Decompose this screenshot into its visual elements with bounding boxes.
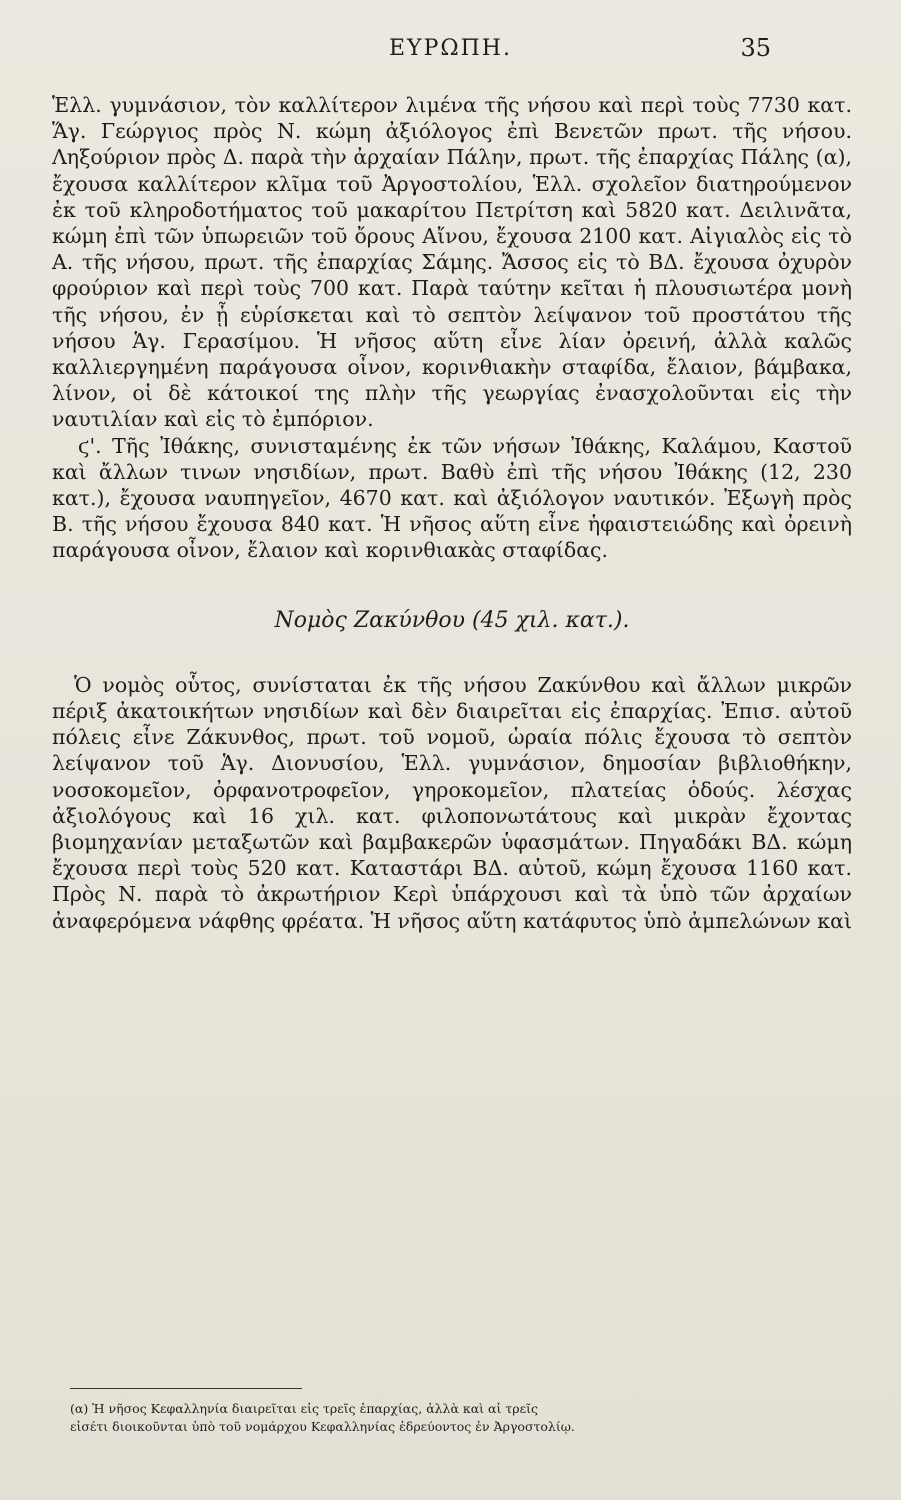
running-title: ΕΥΡΩΠΗ. [389, 36, 512, 61]
main-text [52, 92, 852, 934]
paragraph-ithaki-province: ϛ'. Τῆς Ἰθάκης, συνισταμένης ἐκ τῶν νήσων Ἰθάκης, Καλάμου, Καστοῦ καὶ ἄλλων τινων νησιδίων, πρωτ. Βαθὺ ἐπὶ τῆς νήσου Ἰθάκης (12, 230 κατ.), ἔχουσα ναυπηγεῖον, 4670 κατ. καὶ ἀξιόλογον ναυτικόν. Ἐξωγὴ πρὸς Β. τῆς νήσου ἔχουσα 840 κατ. Ἡ νῆσος αὕτη εἶνε ἡφαιστειώδης καὶ ὀρεινὴ παράγουσα οἶνον, ἔλαιον καὶ κορινθιακὰς σταφίδας. [52, 433, 852, 563]
page-number: 35 [740, 34, 771, 62]
section-title-zakynthos: Νομὸς Ζακύνθου (45 χιλ. κατ.). [274, 607, 630, 633]
footnote-line-1: (α) Ἡ νῆσος Κεφαλληνία διαιρεῖται εἰς τρεῖς ἐπαρχίας, ἀλλὰ καὶ αἱ τρεῖς [70, 1401, 538, 1416]
footnote-line-2: εἰσέτι διοικοῦνται ὑπὸ τοῦ νομάρχου Κεφαλληνίας ἑδρεύοντος ἐν Ἀργοστολίῳ. [70, 1419, 575, 1434]
footnote [70, 1400, 830, 1436]
paragraph-zakynthos: Ὁ νομὸς οὗτος, συνίσταται ἐκ τῆς νήσου Ζακύνθου καὶ ἄλλων μικρῶν πέριξ ἀκατοικήτων νησιδίων καὶ δὲν διαιρεῖται εἰς ἐπαρχίας. Ἐπισ. αὐτοῦ πόλεις εἶνε Ζάκυνθος, πρωτ. τοῦ νομοῦ, ὡραία πόλις ἔχουσα τὸ σεπτὸν λείψανον τοῦ Ἁγ. Διονυσίου, Ἑλλ. γυμνάσιον, δημοσίαν βιβλιοθήκην, νοσοκομεῖον, ὀρφανοτροφεῖον, γηροκομεῖον, πλατείας ὁδούς. λέσχας ἀξιολόγους καὶ 16 χιλ. κατ. φιλοπονωτάτους καὶ μικρὰν ἔχοντας βιομηχανίαν μεταξωτῶν καὶ βαμβακερῶν ὑφασμάτων. Πηγαδάκι ΒΔ. κώμη ἔχουσα περὶ τοὺς 520 κατ. Καταστάρι ΒΔ. αὐτοῦ, κώμη ἔχουσα 1160 κατ. Πρὸς Ν. παρὰ τὸ ἀκρωτήριον Κερὶ ὑπάρχουσι καὶ τὰ ὑπὸ τῶν ἀρχαίων ἀναφερόμενα νάφθης φρέατα. Ἡ νῆσος αὕτη κατάφυτος ὑπὸ ἀμπελώνων καὶ [52, 672, 852, 933]
footnote-rule [70, 1388, 302, 1389]
paragraph-kefallinia-continued: Ἑλλ. γυμνάσιον, τὸν καλλίτερον λιμένα τῆς νήσου καὶ περὶ τοὺς 7730 κατ. Ἅγ. Γεώργιος πρὸς Ν. κώμη ἀξιόλογος ἐπὶ Βενετῶν πρωτ. τῆς νήσου. Ληξούριον πρὸς Δ. παρὰ τὴν ἀρχαίαν Πάλην, πρωτ. τῆς ἐπαρχίας Πάλης (α), ἔχουσα καλλίτερον κλῖμα τοῦ Ἀργοστολίου, Ἑλλ. σχολεῖον διατηρούμενον ἐκ τοῦ κληροδοτήματος τοῦ μακαρίτου Πετρίτση καὶ 5820 κατ. Δειλινᾶτα, κώμη ἐπὶ τῶν ὑπωρειῶν τοῦ ὄρους Αἴνου, ἔχουσα 2100 κατ. Αἰγιαλὸς εἰς τὸ Α. τῆς νήσου, πρωτ. τῆς ἐπαρχίας Σάμης. Ἄσσος εἰς τὸ ΒΔ. ἔχουσα ὀχυρὸν φρούριον καὶ περὶ τοὺς 700 κατ. Παρὰ ταύτην κεῖται ἡ πλουσιωτέρα μονὴ τῆς νήσου, ἐν ᾗ εὑρίσκεται καὶ τὸ σεπτὸν λείψανον τοῦ προστάτου τῆς νήσου Ἁγ. Γερασίμου. Ἡ νῆσος αὕτη εἶνε λίαν ὀρεινή, ἀλλὰ καλῶς καλλιεργημένη παράγουσα οἶνον, κορινθιακὴν σταφίδα, ἔλαιον, βάμβακα, λίνον, οἱ δὲ κάτοικοί της πλὴν τῆς γεωργίας ἐνασχολοῦνται εἰς τὴν ναυτιλίαν καὶ εἰς τὸ ἐμπόριον. [52, 93, 852, 432]
running-head [0, 34, 901, 74]
